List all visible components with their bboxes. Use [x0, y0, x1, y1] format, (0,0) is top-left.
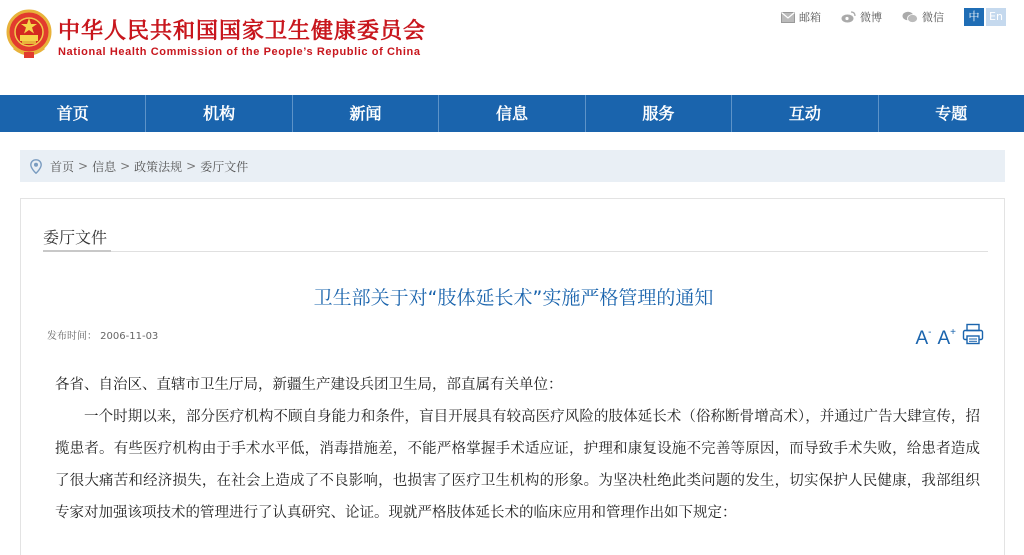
font-smaller-button[interactable]: [915, 327, 931, 350]
nav-item-information[interactable]: 信息: [439, 95, 585, 132]
nav-item-news[interactable]: 新闻: [293, 95, 439, 132]
nav-item-topics[interactable]: 专题: [935, 104, 968, 123]
font-larger-button[interactable]: [937, 327, 956, 350]
main-nav: [0, 95, 1024, 132]
section-title: 委厅文件: [43, 228, 108, 247]
wechat-link[interactable]: [902, 9, 944, 25]
language-switch: [964, 8, 1006, 26]
nav-item-home[interactable]: 首页: [0, 95, 146, 132]
breadcrumb: [20, 150, 1005, 182]
article-salutation: 各省、自治区、直辖市卫生厅局，新疆生产建设兵团卫生局，部直属有关单位：: [55, 377, 563, 393]
breadcrumb-policies[interactable]: 政策法规: [134, 159, 183, 174]
article-tools: [909, 323, 984, 350]
mail-link[interactable]: [781, 9, 821, 25]
printer-icon: [962, 323, 984, 345]
top-utility-links: [781, 8, 1006, 26]
breadcrumb-separator: >: [78, 159, 89, 173]
font-larger-sign: +: [950, 327, 956, 338]
mail-icon: [781, 12, 795, 23]
lang-chinese-button[interactable]: 中: [964, 8, 984, 26]
article-container: [20, 198, 1005, 555]
print-button[interactable]: [962, 323, 984, 350]
wechat-icon: [902, 11, 918, 23]
section-divider-accent: [43, 250, 111, 252]
lang-english-button[interactable]: En: [986, 8, 1006, 26]
breadcrumb-separator: >: [186, 159, 197, 173]
breadcrumb-separator: >: [120, 159, 131, 173]
section-divider: [43, 251, 988, 252]
article-paragraph: 一个时期以来，部分医疗机构不顾自身能力和条件，盲目开展具有较高医疗风险的肢体延长术（俗称断骨增高术），并通过广告大肆宣传，招揽患者。有些医疗机构由于手术水平低，消毒措施差，不能严格掌握手术适应证，护理和康复设施不完善等原因，而导致手术失败，给患者造成了很大痛苦和经济损失，在社会上造成了不良影响，也损害了医疗卫生机构的形象。为坚决杜绝此类问题的发生，切实保护人民健康，我部组织专家对加强该项技术的管理进行了认真研究、论证。现就严格肢体延长术的临床应用和管理作出如下规定：: [55, 409, 980, 521]
article-body: [55, 369, 980, 529]
font-smaller-sign: -: [928, 327, 932, 338]
breadcrumb-documents[interactable]: 委厅文件: [200, 159, 249, 174]
breadcrumb-home[interactable]: 首页: [50, 159, 75, 174]
mail-link-label: 邮箱: [799, 11, 821, 24]
location-pin-icon: [30, 159, 42, 174]
nav-item-services[interactable]: 服务: [586, 95, 732, 132]
national-emblem-icon[interactable]: [6, 8, 52, 60]
nav-item-organization[interactable]: 机构: [146, 95, 292, 132]
weibo-link[interactable]: [841, 9, 882, 25]
font-smaller-letter: A: [915, 328, 929, 349]
publish-date: 发布时间： 2006-11-03: [47, 331, 159, 342]
weibo-icon: [841, 11, 856, 23]
site-title[interactable]: 中华人民共和国国家卫生健康委员会: [58, 19, 427, 44]
breadcrumb-information[interactable]: 信息: [92, 159, 117, 174]
site-title-english[interactable]: National Health Commission of the People’s Republic of China: [58, 46, 421, 58]
weibo-link-label: 微博: [860, 11, 882, 24]
site-header: [0, 0, 1024, 95]
font-larger-letter: A: [937, 328, 951, 349]
nav-item-interaction[interactable]: 互动: [732, 95, 878, 132]
wechat-link-label: 微信: [922, 11, 944, 24]
article-title: 卫生部关于对“肢体延长术”实施严格管理的通知: [313, 287, 714, 309]
